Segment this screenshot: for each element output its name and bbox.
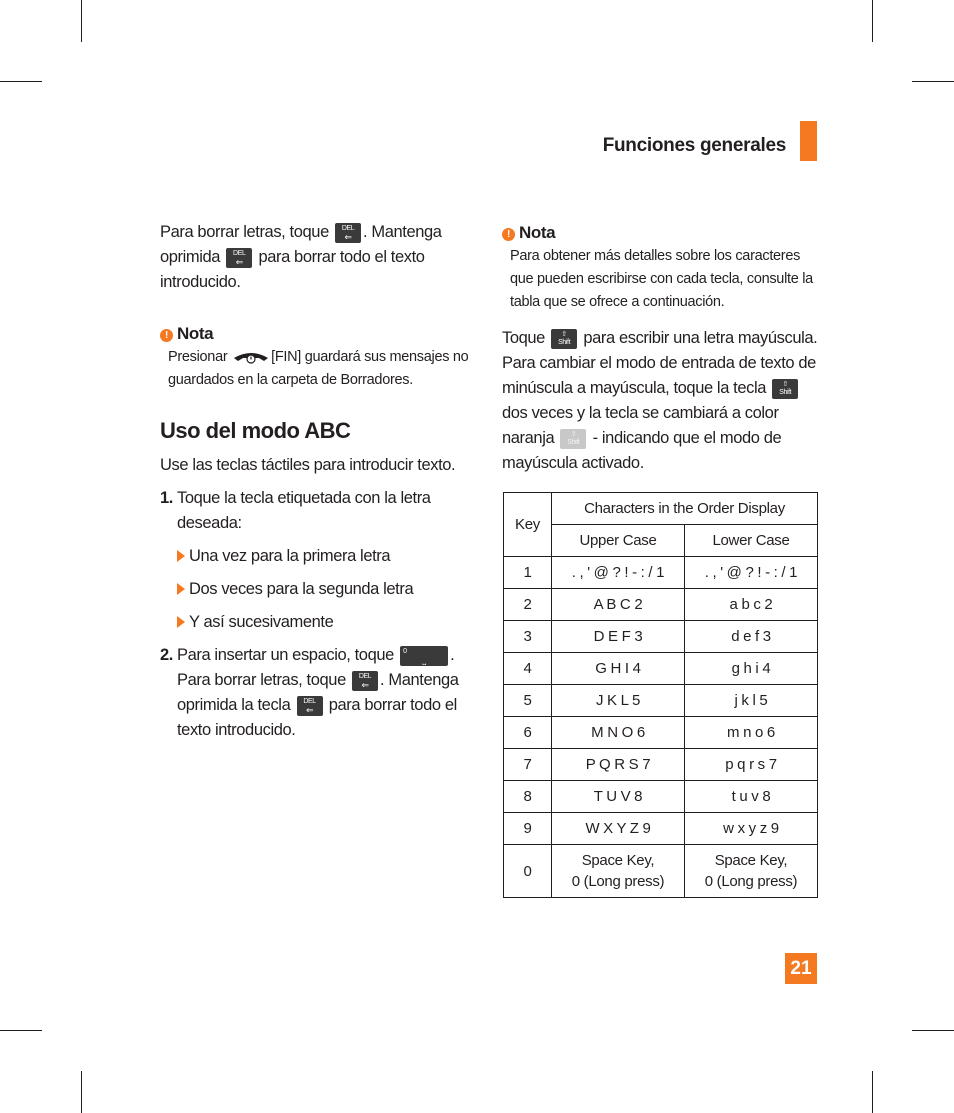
intro-paragraph: Para borrar letras, toque DEL ⇐ . Mantenga oprimida DEL ⇐ para borrar todo el texto introducido.: [160, 223, 442, 291]
crop-mark: [912, 81, 954, 82]
nota-body: Presionar [FIN] guardará sus mensajes no guardados en la carpeta de Borradores.: [168, 349, 469, 388]
table-cell-lower: j k l 5: [685, 685, 818, 717]
table-cell-lower: g h i 4: [685, 653, 818, 685]
table-cell-key: 5: [504, 685, 552, 717]
table-cell-key: 8: [504, 781, 552, 813]
table-row: [504, 557, 818, 589]
table-header-upper: Upper Case: [552, 525, 685, 557]
table-cell-lower: Space Key, 0 (Long press): [685, 845, 818, 898]
table-row: [504, 621, 818, 653]
table-cell-upper: . , ' @ ? ! - : / 1: [552, 557, 685, 589]
table-cell-lower: a b c 2: [685, 589, 818, 621]
table-header-key: Key: [504, 493, 552, 557]
warning-icon: !: [160, 329, 173, 342]
table-cell-upper: M N O 6: [552, 717, 685, 749]
table-cell-lower: t u v 8: [685, 781, 818, 813]
right-triangle-icon: [177, 616, 185, 628]
shift-key-icon: ⇧ Shift: [772, 379, 798, 399]
nota-heading: ! Nota: [502, 220, 818, 245]
table-cell-key: 9: [504, 813, 552, 845]
table-row: [504, 749, 818, 781]
nota-heading: ! Nota: [160, 321, 480, 346]
table-cell-upper: G H I 4: [552, 653, 685, 685]
shift-key-orange-icon: ⇧ Shift: [560, 429, 586, 449]
crop-mark: [0, 1030, 42, 1031]
header-accent-bar: [800, 121, 817, 161]
table-cell-upper: W X Y Z 9: [552, 813, 685, 845]
table-row: [504, 813, 818, 845]
crop-mark: [872, 0, 873, 42]
shift-paragraph: Toque ⇧ Shift para escribir una letra mayúscula. Para cambiar el modo de entrada de texto de minúscula a mayúscula, toque la tecla ⇧ Shift dos veces y la tecla se cambiará a color naranja ⇧ Shift - indicando que el modo de mayúscula activado.: [502, 329, 818, 472]
table-cell-key: 2: [504, 589, 552, 621]
section-title: Uso del modo ABC: [160, 418, 351, 443]
del-key-icon: DEL ⇐: [297, 696, 323, 716]
table-cell-upper: D E F 3: [552, 621, 685, 653]
table-row: [504, 653, 818, 685]
left-column: [160, 220, 480, 743]
space-key-icon: 0 ⎵: [400, 646, 448, 666]
crop-mark: [81, 1071, 82, 1113]
table-cell-upper: Space Key, 0 (Long press): [552, 845, 685, 898]
crop-mark: [872, 1071, 873, 1113]
table-cell-key: 7: [504, 749, 552, 781]
crop-mark: [912, 1030, 954, 1031]
table-row: [504, 845, 818, 898]
table-cell-lower: w x y z 9: [685, 813, 818, 845]
table-cell-upper: J K L 5: [552, 685, 685, 717]
table-row: [504, 781, 818, 813]
warning-icon: !: [502, 228, 515, 241]
table-cell-upper: P Q R S 7: [552, 749, 685, 781]
table-row: [504, 685, 818, 717]
character-table: [503, 492, 818, 898]
section-intro: Use las teclas táctiles para introducir texto.: [160, 456, 456, 474]
crop-mark: [81, 0, 82, 42]
table-cell-key: 3: [504, 621, 552, 653]
table-header-group: Characters in the Order Display: [552, 493, 818, 525]
end-call-icon: [231, 350, 271, 364]
del-key-icon: DEL ⇐: [335, 223, 361, 243]
table-cell-lower: p q r s 7: [685, 749, 818, 781]
table-cell-upper: A B C 2: [552, 589, 685, 621]
step-1: 1. Toque la tecla etiquetada con la letra deseada:: [160, 489, 431, 532]
step-2: 2. Para insertar un espacio, toque 0 ⎵ . Para borrar letras, toque DEL ⇐ . Mantenga oprimida la tecla DEL ⇐ para borrar todo el texto introducido.: [160, 646, 459, 739]
table-cell-key: 6: [504, 717, 552, 749]
table-cell-lower: . , ' @ ? ! - : / 1: [685, 557, 818, 589]
table-cell-key: 0: [504, 845, 552, 898]
page-number: 21: [785, 953, 817, 984]
crop-mark: [0, 81, 42, 82]
table-cell-lower: d e f 3: [685, 621, 818, 653]
table-row: [504, 717, 818, 749]
section-header: Funciones generales: [602, 135, 786, 156]
sub-item: Una vez para la primera letra: [160, 544, 480, 569]
del-key-icon: DEL ⇐: [226, 248, 252, 268]
table-cell-lower: m n o 6: [685, 717, 818, 749]
table-cell-key: 1: [504, 557, 552, 589]
table-header-lower: Lower Case: [685, 525, 818, 557]
sub-item: Dos veces para la segunda letra: [160, 577, 480, 602]
nota-body: Para obtener más detalles sobre los caracteres que pueden escribirse con cada tecla, consulte la tabla que se ofrece a continuación.: [510, 248, 813, 310]
table-cell-upper: T U V 8: [552, 781, 685, 813]
table-row: [504, 589, 818, 621]
del-key-icon: DEL ⇐: [352, 671, 378, 691]
table-cell-key: 4: [504, 653, 552, 685]
right-column: [502, 220, 818, 476]
shift-key-icon: ⇧ Shift: [551, 329, 577, 349]
right-triangle-icon: [177, 583, 185, 595]
sub-item: Y así sucesivamente: [160, 610, 480, 635]
right-triangle-icon: [177, 550, 185, 562]
